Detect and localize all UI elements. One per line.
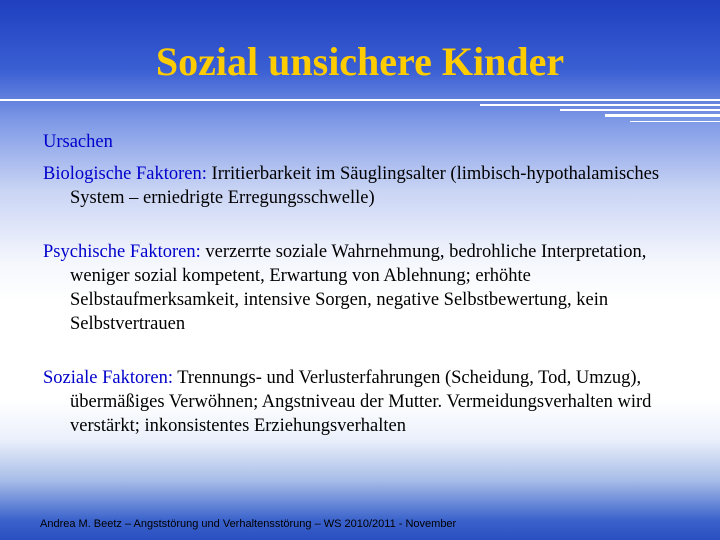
paragraph-text: Irritierbarkeit im Säuglingsalter (limbisch-hypothalamisches System – erniedrigte Erregungsschwelle)	[70, 164, 660, 208]
decorative-line	[630, 121, 720, 122]
paragraph-label: Soziale Faktoren:	[43, 368, 173, 388]
paragraph-biological	[43, 162, 693, 210]
paragraph-label: Biologische Faktoren:	[43, 164, 207, 184]
paragraph-social	[43, 366, 693, 438]
paragraph-text: Trennungs- und Verlusterfahrungen (Scheidung, Tod, Umzug), übermäßiges Verwöhnen; Angstniveau der Mutter. Vermeidungsverhalten wird verstärkt; inkonsistentes Erziehungsverhalten	[70, 368, 652, 436]
title-divider	[0, 99, 720, 101]
paragraph-psychological	[43, 240, 693, 336]
slide-body	[43, 130, 693, 468]
decorative-line	[560, 109, 720, 111]
slide-footer: Andrea M. Beetz – Angststörung und Verhaltensstörung – WS 2010/2011 - November	[40, 518, 457, 530]
section-heading: Ursachen	[43, 132, 113, 152]
paragraph-text: verzerrte soziale Wahrnehmung, bedrohliche Interpretation, weniger sozial kompetent, Erwartung von Ablehnung; erhöhte Selbstaufmerksamkeit, intensive Sorgen, negative Selbstbewertung, kein Selbstvertrauen	[70, 242, 647, 334]
decorative-line	[605, 114, 720, 117]
slide-title: Sozial unsichere Kinder	[155, 39, 565, 84]
paragraph-label: Psychische Faktoren:	[43, 242, 201, 262]
decorative-line	[480, 104, 720, 106]
